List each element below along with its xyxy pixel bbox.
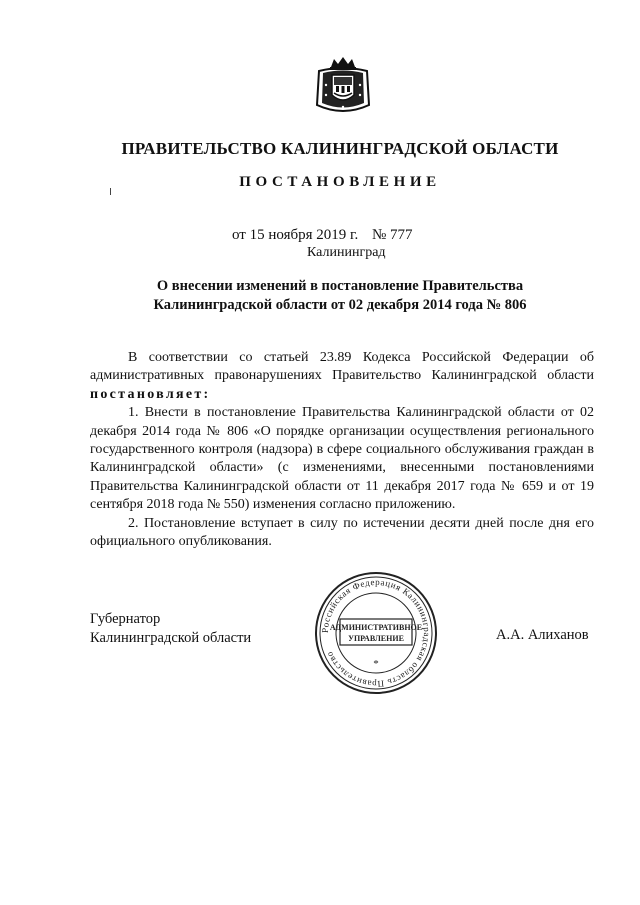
date-number-line <box>232 227 413 244</box>
item-1-paragraph: 1. Внести в постановление Правительства Калининградской области от 02 декабря 2014 года № 806 «О порядке организации осуществления регионального государственного контроля (надзора) в сфере социального обслуживания граждан в Калининградской области» (с изменениями, внесенными постановлениями Правительства Калининградской области от 11 декабря 2017 года № 659 и от 19 сентября 2018 года № 550) изменения согласно приложению. <box>90 405 594 513</box>
seal-inner-line-1: АДМИНИСТРАТИВНОЕ <box>329 623 423 632</box>
document-date: от 15 ноября 2019 г. <box>232 227 359 243</box>
document-body <box>90 349 594 551</box>
signer-title-line-1: Губернатор <box>90 611 161 627</box>
signer-name: А.А. Алиханов <box>496 627 589 643</box>
preamble-paragraph <box>90 349 594 404</box>
item-2-paragraph: 2. Постановление вступает в силу по истечении десяти дней после дня его официального опубликования. <box>90 515 594 550</box>
seal-outer-text: Российская Федерация Калининградская область Правительство <box>319 576 433 690</box>
government-title: ПРАВИТЕЛЬСТВО КАЛИНИНГРАДСКОЙ ОБЛАСТИ <box>121 139 559 158</box>
document-city: Калининград <box>307 245 386 260</box>
preamble-text: В соответствии со статьей 23.89 Кодекса Российской Федерации об административных правонарушениях Правительство Калининградской области <box>90 350 594 384</box>
margin-mark <box>110 188 111 195</box>
document-type: ПОСТАНОВЛЕНИЕ <box>239 174 441 190</box>
coat-of-arms-emblem <box>313 55 373 117</box>
signer-title-line-2: Калининградской области <box>90 630 252 646</box>
subject-line-2: Калининградской области от 02 декабря 2014 года № 806 <box>153 297 527 313</box>
seal-inner-line-2: УПРАВЛЕНИЕ <box>348 634 404 643</box>
subject-line-1: О внесении изменений в постановление Правительства <box>156 278 524 294</box>
signer-title <box>90 610 251 648</box>
decree-word: постановляет: <box>90 386 211 402</box>
document-number: № 777 <box>372 227 413 243</box>
document-subject <box>120 277 560 315</box>
official-seal-stamp <box>313 570 439 696</box>
seal-star: * <box>373 658 379 670</box>
